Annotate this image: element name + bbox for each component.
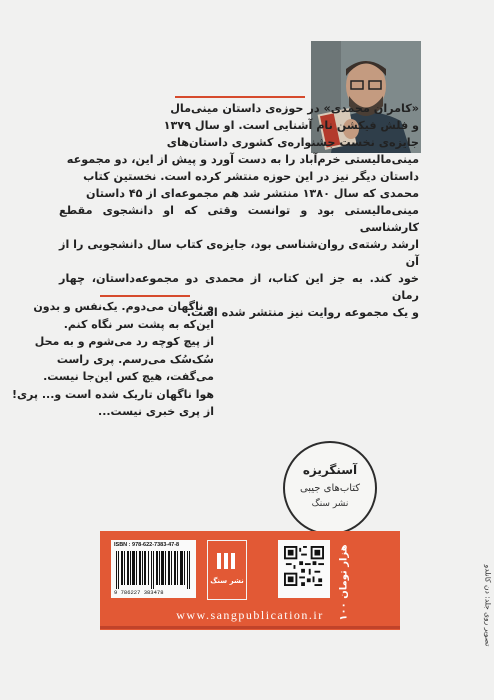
publisher-logo-text: نشر سنگ bbox=[210, 577, 244, 585]
footer-strip bbox=[100, 626, 400, 629]
publisher-logo-icon bbox=[216, 551, 236, 571]
bio-bottom-rule bbox=[100, 295, 190, 297]
bio-line: مینی‌مالیستی بود و توانست وقتی که او دانشجوی مقطع کارشناسی bbox=[59, 204, 419, 234]
book-excerpt bbox=[11, 298, 214, 421]
publisher-logo bbox=[207, 540, 247, 600]
qr-code-block bbox=[278, 540, 330, 598]
isbn-label: ISBN : 978-622-7383-47-8 bbox=[114, 542, 180, 548]
stamp-subtitle: کتاب‌های جیبی bbox=[299, 483, 361, 494]
price-text: ۱۰۰ هزار تومان bbox=[338, 543, 350, 621]
stamp-title: آسنگریزه bbox=[302, 463, 358, 477]
barcode-number: 9 786227 383478 bbox=[114, 589, 164, 596]
bio-line: «کامران محمدی» در حوزه‌ی داستان مینی‌مال bbox=[170, 102, 419, 115]
bio-line: محمدی که سال ۱۳۸۰ منتشر شد هم مجموعه‌ای از ۴۵ داستان bbox=[86, 187, 419, 200]
bio-line: خود کند. به جز این کتاب، از محمدی دو مجموعه‌داستان، چهار رمان bbox=[59, 272, 419, 302]
publisher-website[interactable]: www.sangpublication.ir bbox=[176, 608, 324, 622]
bio-line: داستان دیگر نیز در این حوزه منتشر کرده است. نخستین کتاب bbox=[83, 170, 419, 183]
bio-line: ارشد رشته‌ی روان‌شناسی بود، جایزه‌ی کتاب سال دانشجویی را از آن bbox=[59, 238, 419, 268]
cover-image-credit-text: تصویر روی جلد: دن کانلدو bbox=[483, 564, 493, 646]
bio-top-rule bbox=[175, 96, 305, 98]
isbn-barcode-block bbox=[111, 540, 196, 598]
series-stamp bbox=[283, 441, 377, 535]
excerpt-line: می‌گفت، هیچ کس این‌جا نیست. bbox=[43, 370, 214, 383]
excerpt-line: هوا ناگهان تاریک شده است و... پری! bbox=[11, 387, 214, 401]
excerpt-line: از پیچ کوچه رد می‌شوم و به محل bbox=[34, 335, 214, 348]
excerpt-line: سُک‌سُک می‌رسم. پری راست bbox=[56, 352, 214, 366]
excerpt-line: از پری خبری نیست... bbox=[98, 405, 214, 418]
qr-code-icon bbox=[284, 546, 324, 586]
excerpt-line: این‌که به پشت سر نگاه کنم. bbox=[63, 317, 214, 331]
bio-line: مینی‌مالیستی خرم‌آباد را به دست آورد و پیش از این، دو مجموعه bbox=[66, 153, 419, 166]
stamp-publisher: نشر سنگ bbox=[311, 499, 349, 509]
cover-image-credit bbox=[482, 520, 494, 690]
author-bio bbox=[59, 100, 419, 321]
bio-line: و فلش فیکشن نام آشنایی است. او سال ۱۳۷۹ bbox=[163, 119, 419, 132]
excerpt-line: و ناگهان می‌دوم. یک‌نفس و بدون bbox=[33, 300, 214, 313]
bio-line: و یک مجموعه روایت نیز منتشر شده است. bbox=[186, 306, 419, 319]
bio-line: جایزه‌ی نخست جشنواره‌ی کشوری داستان‌های bbox=[166, 136, 419, 149]
barcode-icon bbox=[114, 551, 193, 589]
